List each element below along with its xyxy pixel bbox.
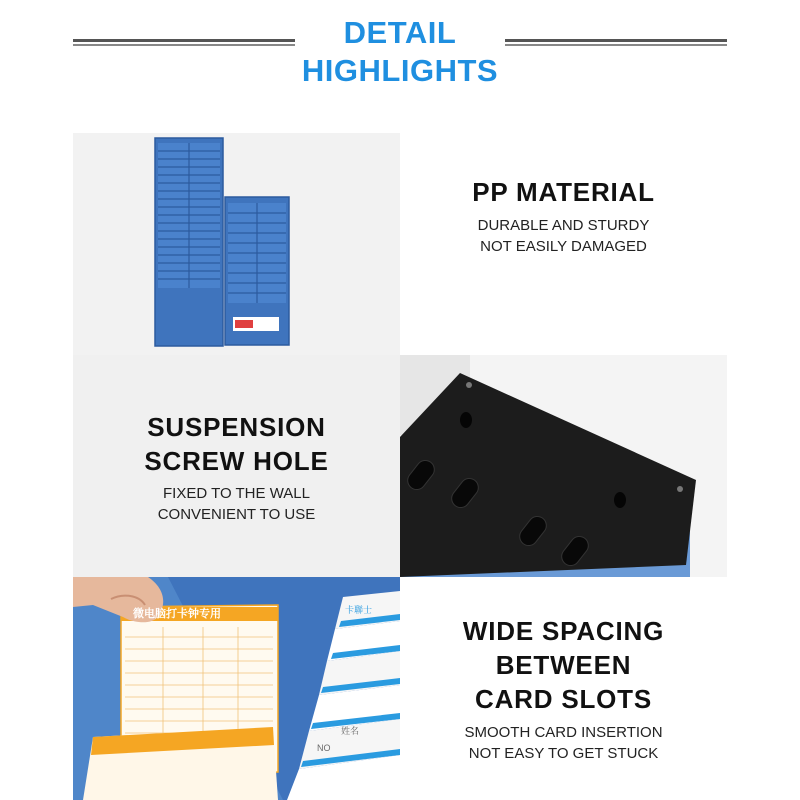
feature-description-line: CONVENIENT TO USE — [157, 506, 316, 523]
photo-card-slots — [73, 577, 400, 800]
feature-description — [400, 215, 727, 257]
feature-description — [400, 722, 727, 764]
feature-title-line: WIDE SPACING — [462, 616, 665, 646]
feature-description — [73, 483, 400, 525]
page-title-line-2: HIGHLIGHTS — [301, 53, 499, 88]
feature-title-line: CARD SLOTS — [475, 684, 652, 714]
feature-title — [400, 614, 727, 716]
feature-description-line: DURABLE AND STURDY — [477, 217, 650, 234]
back-panel-illustration — [400, 355, 727, 577]
page-title-line-1: DETAIL — [343, 15, 457, 50]
feature-description-line: NOT EASY TO GET STUCK — [468, 745, 659, 762]
feature-title-line: SCREW HOLE — [144, 446, 329, 476]
feature-description-line: SMOOTH CARD INSERTION — [464, 724, 663, 741]
feature-suspension-screw-hole — [73, 355, 400, 577]
feature-title-line: PP MATERIAL — [472, 177, 655, 207]
feature-description-line: FIXED TO THE WALL — [163, 485, 310, 502]
feature-title-line: BETWEEN — [495, 650, 632, 680]
photo-back-panel — [400, 355, 727, 577]
card-brand-label: 卡聯士 — [345, 606, 373, 616]
card-racks-illustration — [73, 133, 400, 355]
feature-pp-material — [400, 133, 727, 355]
card-title-label: 微电脑打卡钟专用 — [133, 607, 221, 620]
feature-wide-spacing — [400, 577, 727, 800]
card-name-label: 姓名 — [341, 727, 360, 737]
page-title — [250, 14, 550, 90]
header — [0, 0, 800, 130]
photo-card-racks — [73, 133, 400, 355]
feature-description-line: NOT EASILY DAMAGED — [480, 238, 647, 255]
card-no-label: NO — [317, 743, 331, 753]
feature-title — [400, 175, 727, 209]
feature-title — [73, 410, 400, 478]
feature-title-line: SUSPENSION — [147, 412, 326, 442]
